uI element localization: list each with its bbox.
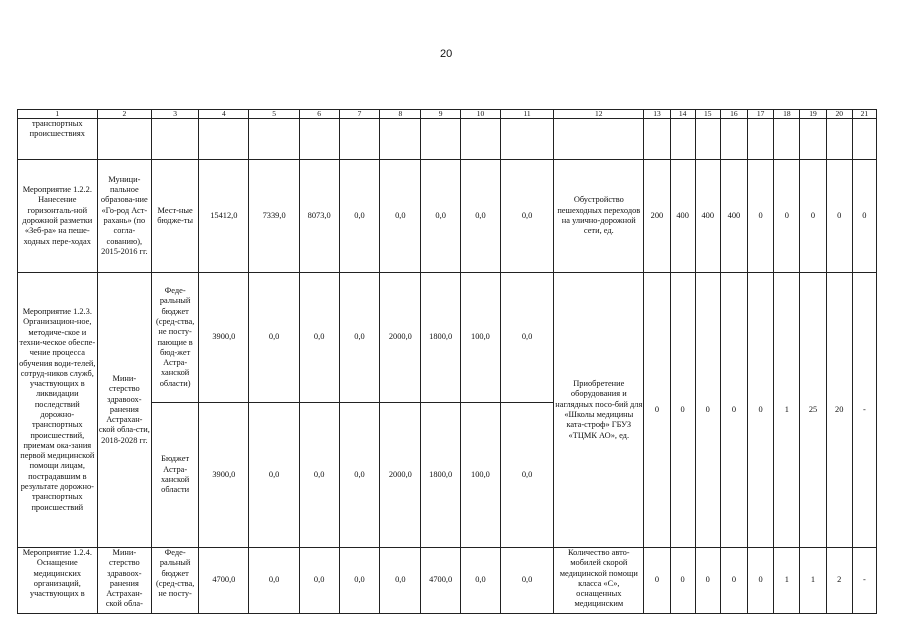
- cell-value: 0,0: [299, 548, 339, 614]
- cell-value: 0,0: [299, 273, 339, 403]
- header-row: [18, 110, 877, 119]
- cell-value: 2000,0: [380, 273, 421, 403]
- cell-value: 1800,0: [421, 273, 461, 403]
- cell-executor: Мини-стерство здравоох-ранения Астрахан-ской обла-: [97, 548, 151, 614]
- cell-value: 4700,0: [421, 548, 461, 614]
- cell-measure: Мероприятие 1.2.3. Организацион-ное, методиче-ское и техни-ческое обеспе-чение процесса обучения води-телей, сотруд-ников служб, участвующих в ликвидации последствий дорожно-транспортных происшествий, приемам ока-зания первой медицинской помощи лицам, пострадавшим в результате дорожно-транспортных происшествий: [18, 273, 98, 548]
- cell-value: 0,0: [339, 403, 380, 548]
- header-cell: 9: [421, 110, 461, 119]
- cell-value: 0: [695, 273, 720, 548]
- cell-source: Бюджет Астра-ханской области: [152, 403, 199, 548]
- cell-value: 100,0: [461, 403, 501, 548]
- cell-value: -: [852, 548, 876, 614]
- cell-value: 3900,0: [199, 403, 249, 548]
- header-cell: 20: [826, 110, 852, 119]
- cell-value: 15412,0: [199, 160, 249, 273]
- cell-value: 0,0: [380, 548, 421, 614]
- cell-value: 0,0: [461, 160, 501, 273]
- cell-executor: Муници-пальное образова-ние «Го-род Аст-рахань» (по согла-сованию), 2015-2016 гг.: [97, 160, 151, 273]
- header-cell: 6: [299, 110, 339, 119]
- cell-value: 0: [800, 160, 826, 273]
- cell-value: 0: [644, 548, 670, 614]
- table-row: [18, 273, 877, 403]
- cell-measure: Мероприятие 1.2.4. Оснащение медицинских организаций, участвующих в: [18, 548, 98, 614]
- cell-value: 1800,0: [421, 403, 461, 548]
- cell-value: -: [852, 273, 876, 548]
- cell-value: 0,0: [249, 548, 299, 614]
- cell-indicator: Приобретение оборудования и наглядных посо-бий для «Школы медицины ката-строф» ГБУЗ «ТЦМК АО», ед.: [554, 273, 644, 548]
- header-cell: 21: [852, 110, 876, 119]
- header-cell: 19: [800, 110, 826, 119]
- cell-value: 0: [826, 160, 852, 273]
- cell-value: 0,0: [500, 548, 553, 614]
- header-cell: 11: [500, 110, 553, 119]
- cell-value: 0,0: [339, 548, 380, 614]
- cell-value: 0,0: [380, 160, 421, 273]
- header-cell: 18: [774, 110, 800, 119]
- header-cell: 10: [461, 110, 501, 119]
- cell-value: 0,0: [249, 403, 299, 548]
- cell-value: 0: [748, 548, 774, 614]
- cell-measure: транспортных происшествиях: [18, 119, 98, 160]
- header-cell: 17: [748, 110, 774, 119]
- cell-value: 1: [800, 548, 826, 614]
- cell-value: 0,0: [500, 403, 553, 548]
- header-cell: 8: [380, 110, 421, 119]
- cell-value: 25: [800, 273, 826, 548]
- cell-value: 0: [748, 273, 774, 548]
- cell-value: 0,0: [500, 160, 553, 273]
- header-cell: 16: [720, 110, 747, 119]
- cell-value: 0: [670, 273, 695, 548]
- cell-value: 0,0: [339, 160, 380, 273]
- header-cell: 1: [18, 110, 98, 119]
- cell-value: 8073,0: [299, 160, 339, 273]
- cell-value: 0: [748, 160, 774, 273]
- header-cell: 3: [152, 110, 199, 119]
- table-row: [18, 119, 877, 160]
- cell-value: 1: [774, 548, 800, 614]
- cell-value: 3900,0: [199, 273, 249, 403]
- cell-value: 0: [670, 548, 695, 614]
- page-number: 20: [440, 48, 453, 60]
- cell-indicator: Обустройство пешеходных переходов на улично-дорожной сети, ед.: [554, 160, 644, 273]
- cell-value: 0,0: [339, 273, 380, 403]
- cell-source: Мест-ные бюдже-ты: [152, 160, 199, 273]
- header-cell: 7: [339, 110, 380, 119]
- header-cell: 15: [695, 110, 720, 119]
- cell-value: 4700,0: [199, 548, 249, 614]
- table-row: [18, 160, 877, 273]
- program-table: [17, 109, 877, 614]
- cell-value: 0: [852, 160, 876, 273]
- cell-value: 0,0: [299, 403, 339, 548]
- cell-value: 0: [720, 548, 747, 614]
- cell-value: 0: [695, 548, 720, 614]
- cell-source: Феде-ральный бюджет (сред-ства, не посту-пающие в бюд-жет Астра-ханской области): [152, 273, 199, 403]
- cell-value: 0,0: [461, 548, 501, 614]
- cell-value: 0,0: [421, 160, 461, 273]
- header-cell: 2: [97, 110, 151, 119]
- cell-value: 2: [826, 548, 852, 614]
- cell-value: 2000,0: [380, 403, 421, 548]
- cell-value: 20: [826, 273, 852, 548]
- cell-value: 200: [644, 160, 670, 273]
- header-cell: 4: [199, 110, 249, 119]
- cell-value: 0: [644, 273, 670, 548]
- header-cell: 14: [670, 110, 695, 119]
- header-cell: 13: [644, 110, 670, 119]
- cell-value: 400: [695, 160, 720, 273]
- cell-value: 0,0: [249, 273, 299, 403]
- cell-value: 0: [720, 273, 747, 548]
- cell-value: 400: [720, 160, 747, 273]
- header-cell: 5: [249, 110, 299, 119]
- cell-executor: Мини-стерство здравоох-ранения Астрахан-ской обла-сти, 2018-2028 гг.: [97, 273, 151, 548]
- header-cell: 12: [554, 110, 644, 119]
- cell-source: Феде-ральный бюджет (сред-ства, не посту-: [152, 548, 199, 614]
- cell-value: 1: [774, 273, 800, 548]
- cell-value: 400: [670, 160, 695, 273]
- cell-value: 100,0: [461, 273, 501, 403]
- cell-value: 0: [774, 160, 800, 273]
- table-row: [18, 548, 877, 614]
- cell-indicator: Количество авто-мобилей скорой медицинской помощи класса «С», оснащенных медицинским: [554, 548, 644, 614]
- cell-value: 0,0: [500, 273, 553, 403]
- cell-measure: Мероприятие 1.2.2. Нанесение горизонталь-ной дорожной разметки «Зеб-ра» на пеше-ходных пере-ходах: [18, 160, 98, 273]
- cell-value: 7339,0: [249, 160, 299, 273]
